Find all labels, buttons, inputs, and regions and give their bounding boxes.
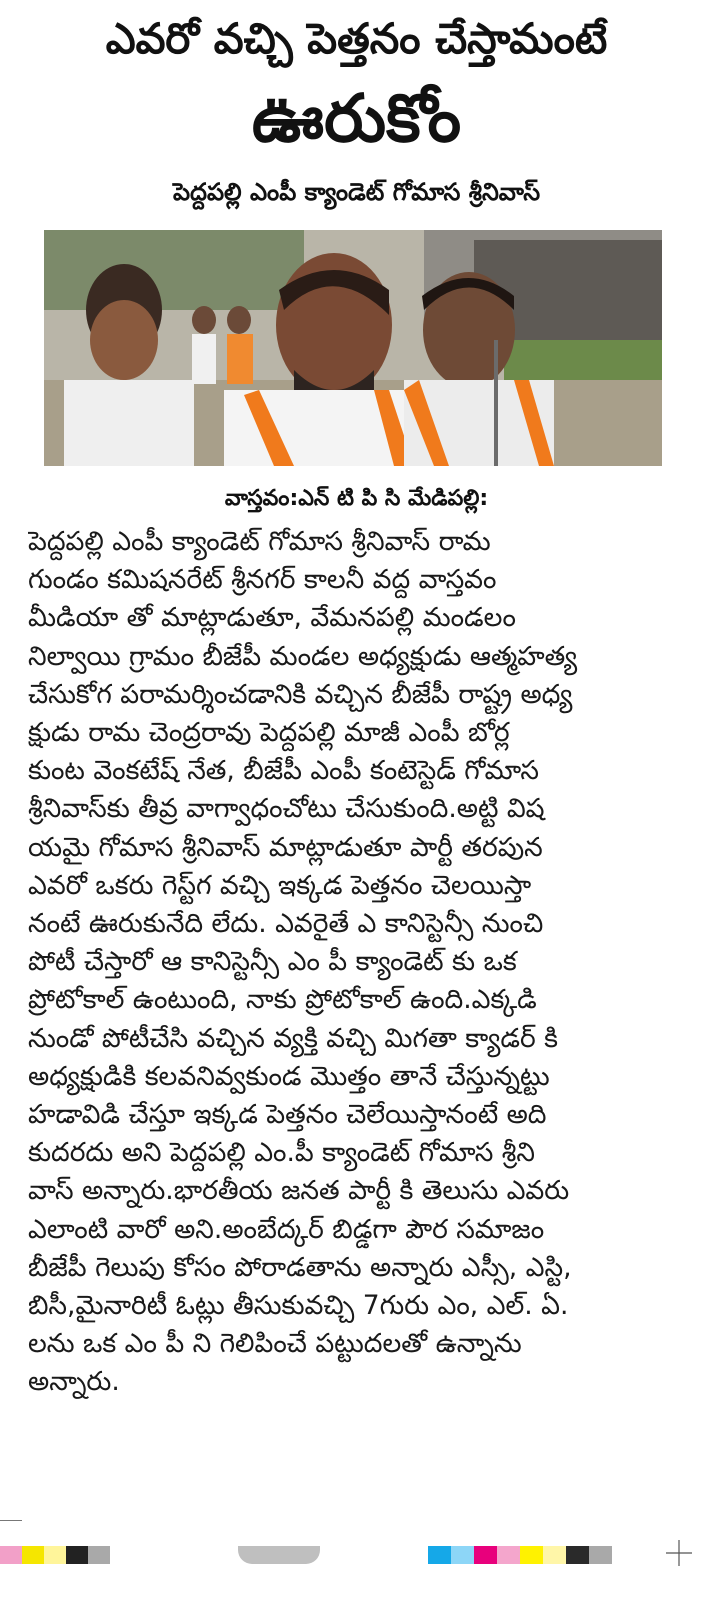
- body-line: కుంట వెంకటేష్ నేత, బీజేపీ ఎంపీ కంటెస్టెడ్ గోమాస: [28, 755, 540, 787]
- color-swatch: [428, 1546, 451, 1564]
- color-swatch: [451, 1546, 474, 1564]
- body-line: చేసుకోగ పరామర్శించడానికి వచ్చిన బీజేపీ రాష్ట్ర అధ్య: [28, 678, 573, 710]
- body-line: నుండో పోటీచేసి వచ్చిన వ్యక్తి వచ్చి మిగతా క్యాడర్ కి: [28, 1022, 559, 1054]
- body-line: పోటీ చేస్తారో ఆ కానిస్టెన్సీ ఎం పీ క్యాండెట్ కు ఒక: [28, 946, 517, 978]
- body-line: మీడియా తో మాట్లాడుతూ, వేమనపల్లి మండలం: [28, 602, 516, 634]
- body-line: ఎలాంటి వారో అని.అంబేద్కర్ బిడ్డగా పౌర సమాజం: [28, 1213, 545, 1245]
- body-line: క్షుడు రామ చెంద్రరావు పెద్దపల్లి మాజీ ఎంపీ బోర్ల: [28, 717, 510, 749]
- body-line: యమై గోమాస శ్రీనివాస్ మాట్లాడుతూ పార్టీ తరపున: [28, 831, 543, 863]
- body-line: కుదరదు అని పెద్దపల్లి ఎం.పీ క్యాండెట్ గోమాస శ్రీని: [28, 1137, 535, 1169]
- crop-mark: [0, 1520, 22, 1521]
- registration-bar-center: [238, 1546, 320, 1564]
- body-line: అధ్యక్షుడికి కలవనివ్వకుండ మొత్తం తానే చేస్తున్నట్టు: [28, 1060, 550, 1092]
- body-line: నంటే ఊరుకునేది లేదు. ఎవరైతే ఎ కానిస్టెన్సీ నుంచి: [28, 908, 544, 940]
- color-swatch: [66, 1546, 88, 1564]
- color-swatch: [589, 1546, 612, 1564]
- article-body: [28, 523, 663, 1402]
- body-line: ఎవరో ఒకరు గెస్ట్‌గ వచ్చి ఇక్కడ పెత్తనం చెలయిస్తా: [28, 869, 532, 901]
- color-swatch: [44, 1546, 66, 1564]
- color-swatch: [474, 1546, 497, 1564]
- color-swatch: [0, 1546, 22, 1564]
- body-line: అన్నారు.: [28, 1366, 120, 1398]
- subheadline: పెద్దపల్లి ఎంపీ క్యాండెట్ గోమాస శ్రీనివాస్: [172, 178, 541, 206]
- press-photo-politicians-icon: [44, 230, 662, 466]
- body-line: లను ఒక ఎం పీ ని గెలిపించే పట్టుదలతో ఉన్నాను: [28, 1328, 522, 1360]
- headline-line-1: ఎవరో వచ్చి పెత్తనం చేస్తామంటే: [105, 14, 608, 63]
- body-line: శ్రీనివాస్‌కు తీవ్ర వాగ్వాధంచోటు చేసుకుంది.అట్టి విష: [28, 793, 545, 825]
- color-swatch: [543, 1546, 566, 1564]
- body-line: బీజేపీ గెలుపు కోసం పోరాడతాను అన్నారు ఎస్సీ, ఎస్టి,: [28, 1251, 572, 1283]
- body-line: బిసీ,మైనారిటీ ఓట్లు తీసుకువచ్చి 7గురు ఎం, ఎల్. ఏ.: [28, 1290, 569, 1322]
- body-line: హడావిడి చేస్తూ ఇక్కడ పెత్తనం చెలేయిస్తానంటే అది: [28, 1099, 547, 1131]
- headline-line-2: ఊరుకోం: [251, 80, 462, 157]
- color-swatch: [22, 1546, 44, 1564]
- body-line: పెద్దపల్లి ఎంపీ క్యాండెట్ గోమాస శ్రీనివాస్ రామ: [28, 526, 491, 557]
- body-line: ప్రోటోకాల్ ఉంటుంది, నాకు ప్రోటోకాల్ ఉంది.ఎక్కడి: [28, 984, 537, 1016]
- news-photo: [44, 230, 662, 466]
- body-line: నిల్వాయి గ్రామం బీజేపీ మండల అధ్యక్షుడు ఆత్మహత్య: [28, 640, 578, 672]
- color-swatch: [497, 1546, 520, 1564]
- body-line: గుండం కమిషనరేట్ శ్రీనగర్ కాలనీ వద్ద వాస్తవం: [28, 564, 497, 596]
- crosshair-registration-icon: [664, 1538, 694, 1568]
- color-swatch: [520, 1546, 543, 1564]
- body-line: వాస్ అన్నారు.భారతీయ జనత పార్టీ కి తెలుసు ఎవరు: [28, 1175, 570, 1207]
- color-swatch: [566, 1546, 589, 1564]
- color-swatch: [88, 1546, 110, 1564]
- dateline: వాస్తవం:ఎన్ టి పి సి మేడిపల్లి:: [224, 486, 489, 511]
